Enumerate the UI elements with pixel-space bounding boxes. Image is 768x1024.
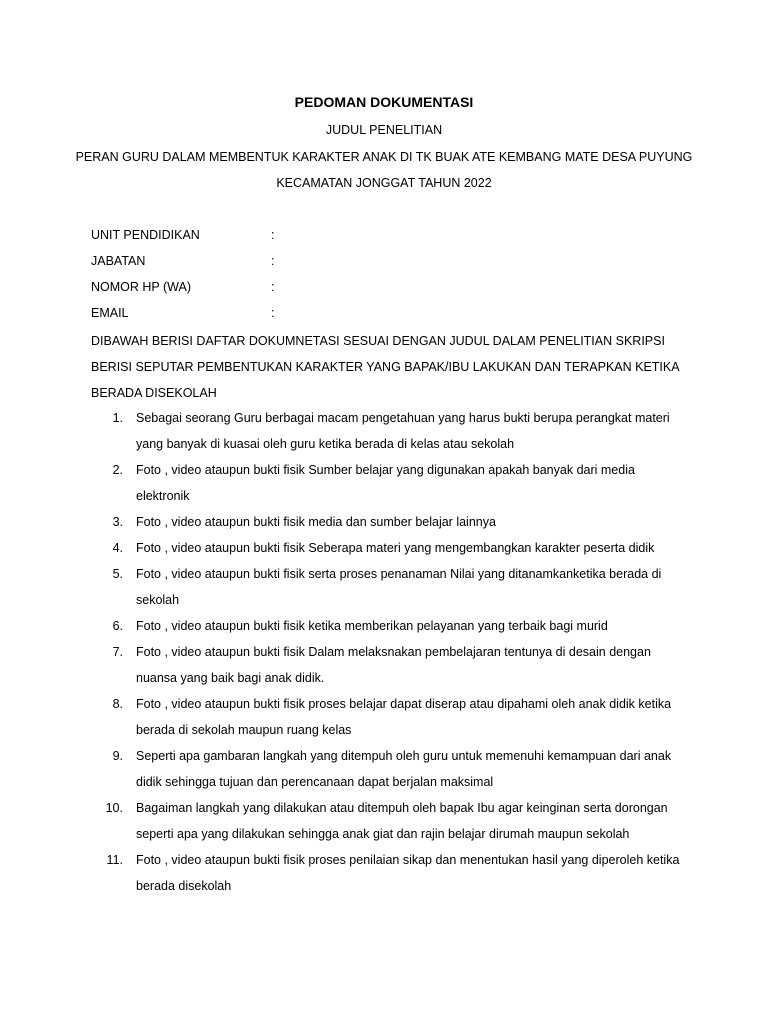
field-label: JABATAN <box>91 254 146 268</box>
list-item-text: Sebagai seorang Guru berbagai macam pengetahuan yang harus bukti berupa perangkat materi yang banyak di kuasai oleh guru ketika berada di kelas atau sekolah <box>136 411 670 451</box>
list-item-number: 4. <box>112 541 123 555</box>
document-title: PEDOMAN DOKUMENTASI <box>294 94 474 110</box>
documentation-list <box>91 405 691 899</box>
list-item-text: Foto , video ataupun bukti fisik Seberapa materi yang mengembangkan karakter peserta didik <box>136 541 655 555</box>
list-item-number: 7. <box>112 645 123 659</box>
field-colon: : <box>271 228 275 242</box>
list-item-text: Foto , video ataupun bukti fisik proses belajar dapat diserap atau dipahami oleh anak didik ketika berada di sekolah maupun ruang kelas <box>136 697 672 737</box>
list-item-number: 2. <box>112 463 123 477</box>
document-subtitle: JUDUL PENELITIAN <box>325 123 443 137</box>
field-jabatan <box>91 251 691 277</box>
list-item-number: 10. <box>105 801 123 815</box>
field-email <box>91 303 691 329</box>
list-item-text: Foto , video ataupun bukti fisik serta proses penanaman Nilai yang ditanamkanketika berada di sekolah <box>136 567 662 607</box>
list-item-number: 1. <box>112 411 123 425</box>
list-item <box>91 509 691 535</box>
field-label: EMAIL <box>91 306 129 320</box>
field-colon: : <box>271 280 275 294</box>
list-item <box>91 457 691 509</box>
list-item <box>91 613 691 639</box>
field-label: UNIT PENDIDIKAN <box>91 228 200 242</box>
list-item <box>91 847 691 899</box>
identity-fields <box>91 225 691 329</box>
list-item-number: 5. <box>112 567 123 581</box>
list-item <box>91 795 691 847</box>
field-colon: : <box>271 254 275 268</box>
list-item <box>91 743 691 795</box>
list-item <box>91 691 691 743</box>
research-title-line-1: PERAN GURU DALAM MEMBENTUK KARAKTER ANAK DI TK BUAK ATE KEMBANG MATE DESA PUYUNG <box>75 150 693 164</box>
list-item-text: Seperti apa gambaran langkah yang ditempuh oleh guru untuk memenuhi kemampuan dari anak didik sehingga tujuan dan perencanaan dapat berjalan maksimal <box>136 749 672 789</box>
list-item <box>91 405 691 457</box>
list-item-text: Foto , video ataupun bukti fisik Dalam melaksnakan pembelajaran tentunya di desain dengan nuansa yang baik bagi anak didik. <box>136 645 651 685</box>
field-label: NOMOR HP (WA) <box>91 280 191 294</box>
field-nomor-hp <box>91 277 691 303</box>
list-item <box>91 639 691 691</box>
list-item-text: Foto , video ataupun bukti fisik proses penilaian sikap dan menentukan hasil yang diperoleh ketika berada disekolah <box>136 853 680 893</box>
list-item-text: Bagaiman langkah yang dilakukan atau ditempuh oleh bapak Ibu agar keinginan serta dorongan seperti apa yang dilakukan sehingga anak giat dan rajin belajar dirumah maupun sekolah <box>136 801 668 841</box>
list-item-text: Foto , video ataupun bukti fisik media dan sumber belajar lainnya <box>136 515 496 529</box>
field-unit-pendidikan <box>91 225 691 251</box>
list-item-number: 6. <box>112 619 123 633</box>
list-item-number: 11. <box>106 853 123 867</box>
list-item-number: 3. <box>112 515 123 529</box>
list-item-text: Foto , video ataupun bukti fisik ketika memberikan pelayanan yang terbaik bagi murid <box>136 619 608 633</box>
list-item <box>91 561 691 613</box>
list-item-text: Foto , video ataupun bukti fisik Sumber belajar yang digunakan apakah banyak dari media elektronik <box>136 463 635 503</box>
list-item-number: 8. <box>112 697 123 711</box>
intro-paragraph: DIBAWAH BERISI DAFTAR DOKUMNETASI SESUAI DENGAN JUDUL DALAM PENELITIAN SKRIPSI BERISI SEPUTAR PEMBENTUKAN KARAKTER YANG BAPAK/IBU LAKUKAN DAN TERAPKAN KETIKA BERADA DISEKOLAH <box>91 334 679 400</box>
research-title-line-2: KECAMATAN JONGGAT TAHUN 2022 <box>276 176 492 190</box>
list-item-number: 9. <box>112 749 123 763</box>
list-item <box>91 535 691 561</box>
field-colon: : <box>271 306 275 320</box>
